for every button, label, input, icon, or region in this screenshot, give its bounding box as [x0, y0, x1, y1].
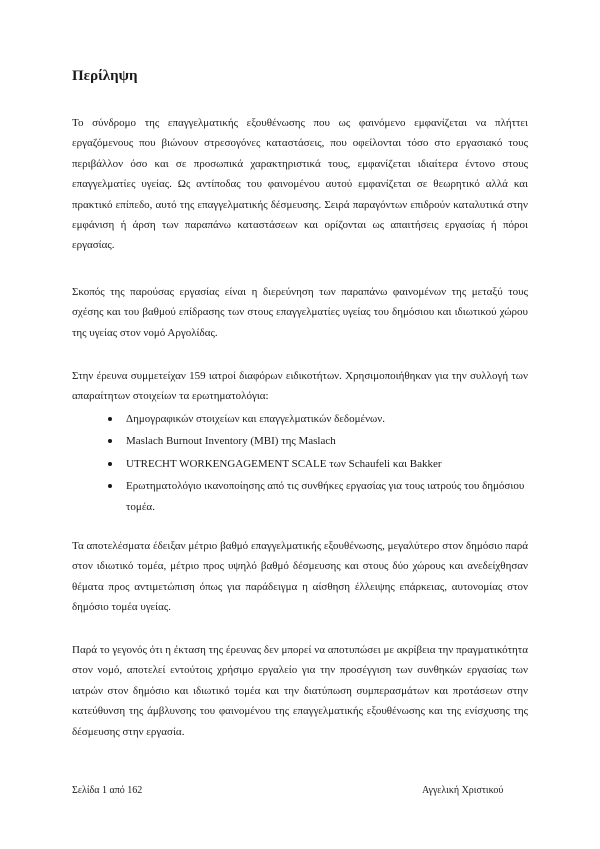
list-item	[72, 431, 528, 451]
list-item	[72, 454, 528, 474]
list-item-text: Δημογραφικών στοιχείων και επαγγελματικών δεδομένων.	[126, 413, 386, 425]
questionnaire-list	[72, 409, 528, 519]
list-item-text: UTRECHT WORKENGAGEMENT SCALE των Schaufeli και Bakker	[126, 457, 442, 470]
paragraph-method: Στην έρευνα συμμετείχαν 159 ιατροί διαφόρων ειδικοτήτων. Χρησιμοποιήθηκαν για την συλλογή των απαραίτητων στοιχείων τα ερωτηματολόγια:	[72, 370, 528, 403]
bullet-icon	[108, 462, 112, 466]
list-item-text: Maslach Burnout Inventory (MBI) της Maslach	[126, 435, 336, 448]
paragraph-intro: Το σύνδρομο της επαγγελματικής εξουθένωσης που ως φαινόμενο εμφανίζεται να πλήττει εργαζόμενους που βιώνουν στρεσογόνες καταστάσεις, που οφείλονται τόσο στο εργασιακό τους περιβάλλον όσο και σε προσωπικά χαρακτηριστικά τους, εμφανίζεται ιδιαίτερα έντονο στους επαγγελματίες υγείας. Ως αντίποδας του φαινομένου αυτού εμφανίζεται σε θεωρητικό αλλά και πρακτικό επίπεδο, αυτό της επαγγελματικής δέσμευσης. Σειρά παραγόντων επιδρούν καταλυτικά στην εμφάνιση ή άρση των παραπάνω καταστάσεων και ορίζονται ως απαιτήσεις εργασίας ή πόροι εργασίας.	[72, 117, 528, 252]
bullet-icon	[108, 484, 112, 488]
bullet-icon	[108, 417, 112, 421]
paragraph-conclusion: Παρά το γεγονός ότι η έκταση της έρευνας δεν μπορεί να αποτυπώσει με ακρίβεια την πραγματικότητα στον νομό, αποτελεί εντούτοις χρήσιμο εργαλείο για την προσέγγιση των συνθηκών εργασίας των ιατρών στον δημόσιο και ιδιωτικό τομέα και την διατύπωση συμπερασμάτων και προτάσεων στην κατεύθυνση της άμβλυνσης του φαινομένου της επαγγελματικής εξουθένωσης και της ενίσχυσης της δέσμευσης στην εργασία.	[72, 644, 528, 738]
list-item-text: Ερωτηματολόγιο ικανοποίησης από τις συνθήκες εργασίας για τους ιατρούς του δημόσιου τομέα.	[126, 480, 525, 513]
page-title: Περίληψη	[72, 68, 138, 84]
list-item	[72, 476, 528, 517]
bullet-icon	[108, 439, 112, 443]
footer-page-number: Σελίδα 1 από 162	[72, 785, 143, 796]
paragraph-purpose: Σκοπός της παρούσας εργασίας είναι η διερεύνηση των παραπάνω φαινομένων της μεταξύ τους σχέσης και του βαθμού επίδρασης των στους επαγγελματίες υγείας του δημόσιου και ιδιωτικού χώρου της υγείας στον νομό Αργολίδας.	[72, 286, 528, 339]
paragraph-results: Τα αποτελέσματα έδειξαν μέτριο βαθμό επαγγελματικής εξουθένωσης, μεγαλύτερο στον δημόσιο παρά στον ιδιωτικό τομέα, μέτριο προς υψηλό βαθμό δέσμευσης και στους δύο χώρους και ανεδείχθησαν θέματα προς αντιμετώπιση όπως για παράδειγμα η αίσθηση έλλειψης επάρκειας, αυτονομίας στον δημόσιο τομέα υγείας.	[72, 540, 528, 614]
list-item	[72, 409, 528, 429]
footer-author: Αγγελική Χριστικού	[422, 785, 504, 796]
